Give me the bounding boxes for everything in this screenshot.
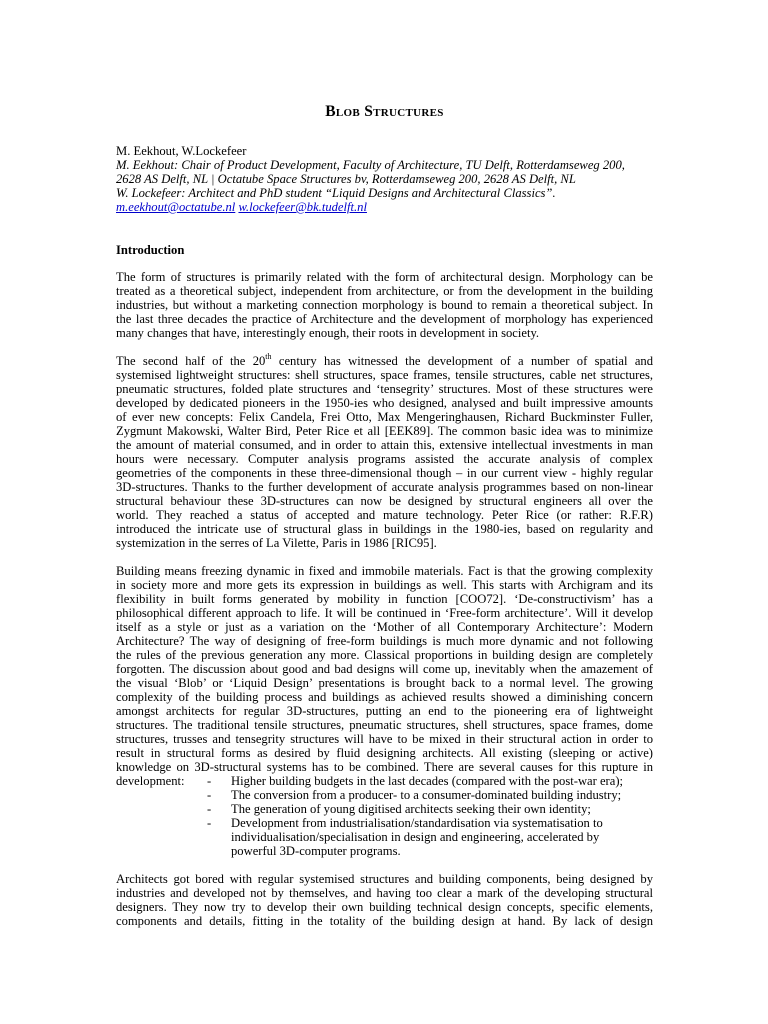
paragraph-1: [116, 270, 653, 340]
list-bullet: -: [207, 774, 212, 788]
paragraph-line: the last three decades the practice of Architecture and the development of morphology has experienced: [116, 312, 653, 326]
list-item: [116, 802, 653, 816]
email-link-eekhout[interactable]: m.eekhout@octatube.nl: [116, 200, 236, 214]
paragraph-line: itself as a style or just as a variation on the ‘Mother of all Contemporary Architecture’: Modern: [116, 620, 653, 634]
paragraph-2: [116, 351, 653, 550]
paragraph-line: The form of structures is primarily related with the form of architectural design. Morphology can be: [116, 270, 653, 284]
paragraph-line: philosophical different approach to life. It will be continued in ‘Free-form architecture’. Will it develop: [116, 606, 653, 620]
author-block: [116, 144, 676, 214]
list-item-text: The generation of young digitised architects seeking their own identity;: [231, 802, 591, 816]
paragraph-line: structural behaviour these 3D-structures can now be designed by structural engineers all over the: [116, 494, 653, 508]
paragraph-4: [116, 872, 653, 928]
paragraph-line: amongst architects for regular 3D-structures, putting an end to the pioneering era of lightweight: [116, 704, 653, 718]
list-item-continuation: [116, 844, 653, 858]
paragraph-line: of ever new concepts: Felix Candela, Frei Otto, Max Mengeringhausen, Richard Buckminster Fuller,: [116, 410, 653, 424]
paragraph-line: in society more and more gets its expression in buildings as well. This starts with Archigram and its: [116, 578, 653, 592]
list-item: [116, 774, 653, 788]
paragraph-line: structures, trusses and tensegrity structures will have to be mixed in their structural action in order to: [116, 732, 653, 746]
paragraph-line: hours were necessary. Computer analysis programs assisted the accurate analysis of complex: [116, 452, 653, 466]
paragraph-line: pneumatic structures, folded plate structures and ‘tensegrity’ structures. Most of these structures were: [116, 382, 653, 396]
email-line: [116, 200, 676, 214]
list-item-text: Higher building budgets in the last decades (compared with the post-war era);: [231, 774, 624, 788]
paragraph-line: 3D-structures. Thanks to the further development of accurate analysis programmes based on non-linear: [116, 480, 653, 494]
affiliation-line: W. Lockefeer: Architect and PhD student “Liquid Designs and Architectural Classics”.: [116, 186, 556, 200]
list-item-text: powerful 3D-computer programs.: [231, 844, 401, 858]
paragraph-line: world. They reached a status of accepted and mature technology. Peter Rice (or rather: R.F.R): [116, 508, 653, 522]
paragraph-line: result in structural forms as desired by fluid designing architects. All existing (sleeping or active): [116, 746, 653, 760]
paragraph-line: the visual ‘Blob’ or ‘Liquid Design’ presentations is brought back to a normal level. The growing: [116, 676, 653, 690]
list-bullet: -: [207, 802, 212, 816]
list-item: [116, 816, 653, 830]
paragraph-line: Zygmunt Makowski, Walter Bird, Peter Rice et all [EEK89]. The common basic idea was to minimize: [116, 424, 653, 438]
paragraph-line: flexibility in built forms generated by mobility in function [COO72]. ‘De-constructivism’ has a: [116, 592, 653, 606]
paragraph-3: [116, 564, 653, 774]
list-bullet: -: [207, 816, 212, 830]
paragraph-line: systemised lightweight structures: shell structures, space frames, tensile structures, cable net structures,: [116, 368, 653, 382]
paragraph-line: developed by dedicated pioneers in the 1950-ies who designed, analysed and built impressive amounts: [116, 396, 653, 410]
paragraph-line: complexity of the building process and buildings as achieved results showed a diminishing concern: [116, 690, 653, 704]
paragraph-line: the amount of material consumed, and in order to attain this, extensive intellectual investments in man: [116, 438, 653, 452]
list-item: [116, 788, 653, 802]
email-link-lockefeer[interactable]: w.lockefeer@bk.tudelft.nl: [238, 200, 367, 214]
paragraph-line: systemization in the serres of La Vilette, Paris in 1986 [RIC95].: [116, 536, 437, 550]
paragraph-line: many changes that have, interestingly enough, their roots in development in society.: [116, 326, 540, 340]
list-lead: development:: [116, 774, 185, 788]
list-item-text: The conversion from a producer- to a consumer-dominated building industry;: [231, 788, 622, 802]
paragraph-line: designers. They now try to develop their own building technical design concepts, specific elements,: [116, 900, 653, 914]
paragraph-line: industries, but without a marketing connection morphology is bound to remain a theoretical subject. In: [116, 298, 653, 312]
paragraph-line: components and details, fitting in the totality of the building design at hand. By lack of design: [116, 914, 653, 928]
paragraph-line: Building means freezing dynamic in fixed and immobile materials. Fact is that the growing complexity: [116, 564, 653, 578]
list-bullet: -: [207, 788, 212, 802]
section-heading-introduction: Introduction: [116, 243, 185, 257]
paragraph-line: knowledge on 3D-structural systems has to be combined. There are several causes for this rupture in: [116, 760, 653, 774]
list-item-text: individualisation/specialisation in design and engineering, accelerated by: [231, 830, 600, 844]
list-item-text: Development from industrialisation/standardisation via systematisation to: [231, 816, 603, 830]
cause-list: [116, 774, 653, 858]
paragraph-line: The second half of the 20th century has witnessed the development of a number of spatial and: [116, 351, 653, 368]
author-names: M. Eekhout, W.Lockefeer: [116, 144, 247, 158]
paragraph-line: the rules of the previous generation any more. Classical proportions in building design are completely: [116, 648, 653, 662]
paragraph-line: Architecture? The way of designing of free-form buildings is much more dynamic and not following: [116, 634, 653, 648]
paragraph-line: structures. The traditional tensile structures, pneumatic structures, shell structures, space frames, dome: [116, 718, 653, 732]
affiliation-line: 2628 AS Delft, NL | Octatube Space Structures bv, Rotterdamseweg 200, 2628 AS Delft, NL: [116, 172, 576, 186]
paragraph-line: industries and developed not by themselves, and having too clear a mark of the developing structural: [116, 886, 653, 900]
paragraph-line: Architects got bored with regular systemised structures and building components, being designed by: [116, 872, 653, 886]
paragraph-line: treated as a theoretical subject, independent from architecture, or from the development in the building: [116, 284, 653, 298]
paragraph-line: introduced the intricate use of structural glass in buildings in the 1980-ies, based on regularity and: [116, 522, 653, 536]
paragraph-line: geometries of the components in these three-dimensional though – in our current view - highly regular: [116, 466, 653, 480]
paragraph-line: forgotten. The discussion about good and bad designs will come up, inevitably when the amazement of: [116, 662, 653, 676]
list-item-continuation: [116, 830, 653, 844]
affiliation-line: M. Eekhout: Chair of Product Development, Faculty of Architecture, TU Delft, Rotterdamseweg 200,: [116, 158, 625, 172]
paper-title: Blob Structures: [325, 103, 444, 120]
